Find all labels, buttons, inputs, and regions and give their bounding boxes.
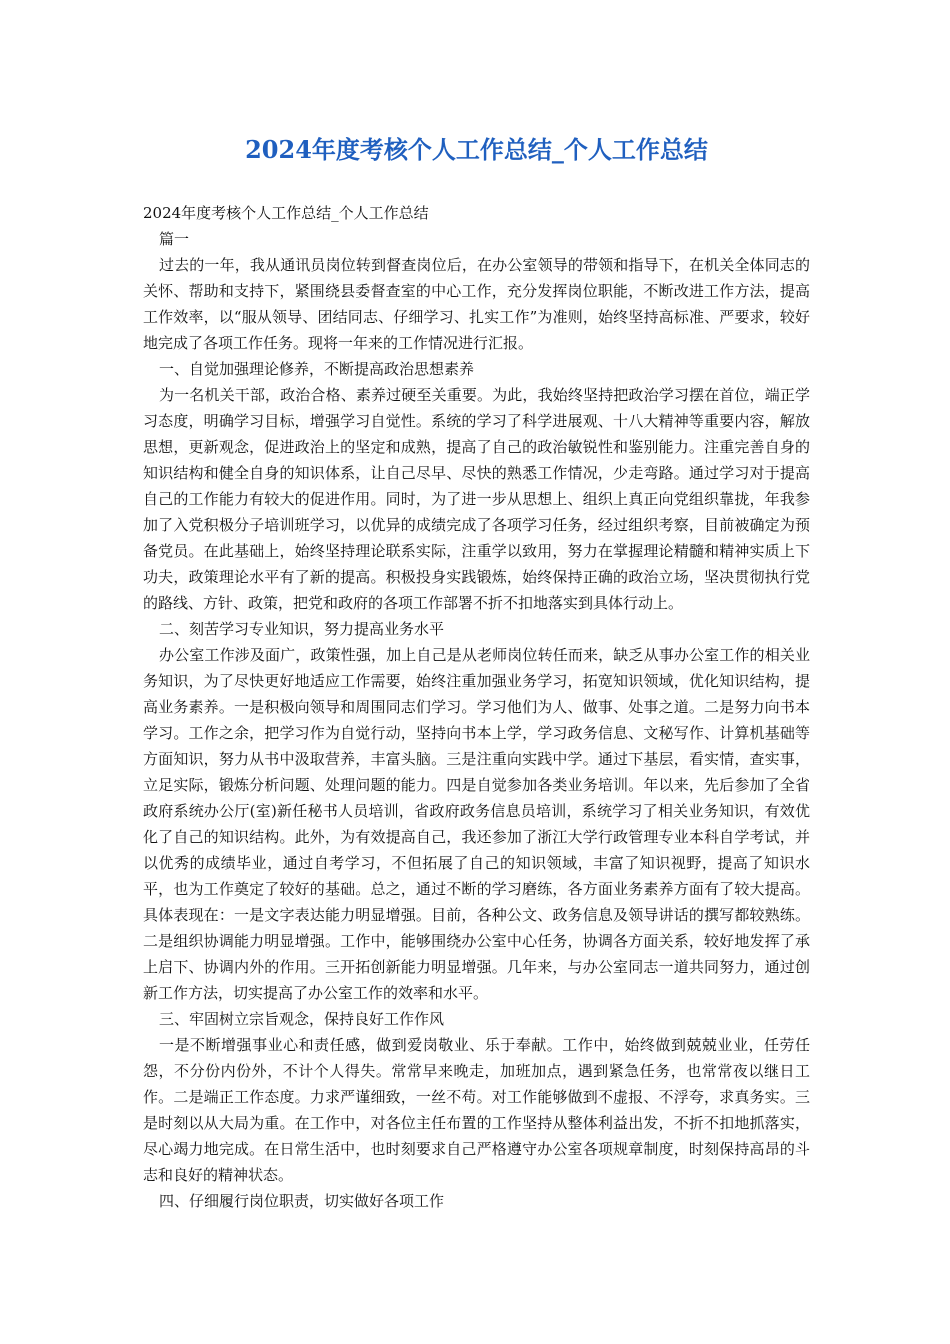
section-heading-1: 一、自觉加强理论修养，不断提高政治思想素养 xyxy=(159,360,475,378)
section-heading-2: 二、刻苦学习专业知识，努力提高业务水平 xyxy=(159,620,445,638)
part-label: 篇一 xyxy=(159,230,190,248)
paragraph-section-1: 为一名机关干部，政治合格、素养过硬至关重要。为此，我始终坚持把政治学习摆在首位，端正学习态度，明确学习目标，增强学习自觉性。系统的学习了科学进展观、十八大精神等重要内容，解放思想，更新观念，促进政治上的坚定和成熟，提高了自己的政治敏锐性和鉴别能力。注重完善自身的知识结构和健全自身的知识体系，让自己尽早、尽快的熟悉工作情况，少走弯路。通过学习对于提高自己的工作能力有较大的促进作用。同时，为了进一步从思想上、组织上真正向党组织靠拢，年我参加了入党积极分子培训班学习，以优异的成绩完成了各项学习任务，经过组织考察，目前被确定为预备党员。在此基础上，始终坚持理论联系实际，注重学以致用，努力在掌握理论精髓和精神实质上下功夫，政策理论水平有了新的提高。积极投身实践锻炼，始终保持正确的政治立场，坚决贯彻执行党的路线、方针、政策，把党和政府的各项工作部署不折不扣地落实到具体行动上。 xyxy=(143,386,810,612)
section-heading-3: 三、牢固树立宗旨观念，保持良好工作作风 xyxy=(159,1010,445,1028)
document-subtitle: 2024年度考核个人工作总结_个人工作总结 xyxy=(143,204,429,222)
document-title: 2024年度考核个人工作总结_个人工作总结 xyxy=(245,135,708,164)
paragraph-intro: 过去的一年，我从通讯员岗位转到督查岗位后，在办公室领导的带领和指导下，在机关全体同志的关怀、帮助和支持下，紧围绕县委督查室的中心工作，充分发挥岗位职能，不断改进工作方法，提高工作效率，以“服从领导、团结同志、仔细学习、扎实工作”为准则，始终坚持高标准、严要求，较好地完成了各项工作任务。现将一年来的工作情况进行汇报。 xyxy=(143,256,810,352)
document-body xyxy=(143,200,810,1214)
section-heading-4: 四、仔细履行岗位职责，切实做好各项工作 xyxy=(159,1192,445,1210)
paragraph-section-3: 一是不断增强事业心和责任感，做到爱岗敬业、乐于奉献。工作中，始终做到兢兢业业，任劳任怨，不分份内份外，不计个人得失。常常早来晚走，加班加点，遇到紧急任务，也常常夜以继日工作。二是端正工作态度。力求严谨细致，一丝不苟。对工作能够做到不虚报、不浮夸，求真务实。三是时刻以从大局为重。在工作中，对各位主任布置的工作坚持从整体利益出发，不折不扣地抓落实，尽心竭力地完成。在日常生活中，也时刻要求自己严格遵守办公室各项规章制度，时刻保持高昂的斗志和良好的精神状态。 xyxy=(143,1036,810,1184)
paragraph-section-2: 办公室工作涉及面广，政策性强，加上自己是从老师岗位转任而来，缺乏从事办公室工作的相关业务知识，为了尽快更好地适应工作需要，始终注重加强业务学习，拓宽知识领域，优化知识结构，提高业务素养。一是积极向领导和周围同志们学习。学习他们为人、做事、处事之道。二是努力向书本学习。工作之余，把学习作为自觉行动，坚持向书本上学，学习政务信息、文秘写作、计算机基础等方面知识，努力从书中汲取营养，丰富头脑。三是注重向实践中学。通过下基层，看实情，查实事，立足实际，锻炼分析问题、处理问题的能力。四是自觉参加各类业务培训。年以来，先后参加了全省政府系统办公厅(室)新任秘书人员培训，省政府政务信息员培训，系统学习了相关业务知识，有效优化了自己的知识结构。此外，为有效提高自己，我还参加了浙江大学行政管理专业本科自学考试，并以优秀的成绩毕业，通过自考学习，不但拓展了自己的知识领域，丰富了知识视野，提高了知识水平，也为工作奠定了较好的基础。总之，通过不断的学习磨练，各方面业务素养方面有了较大提高。具体表现在：一是文字表达能力明显增强。目前，各种公文、政务信息及领导讲话的撰写都较熟练。二是组织协调能力明显增强。工作中，能够围绕办公室中心任务，协调各方面关系，较好地发挥了承上启下、协调内外的作用。三开拓创新能力明显增强。几年来，与办公室同志一道共同努力，通过创新工作方法，切实提高了办公室工作的效率和水平。 xyxy=(143,646,810,1002)
